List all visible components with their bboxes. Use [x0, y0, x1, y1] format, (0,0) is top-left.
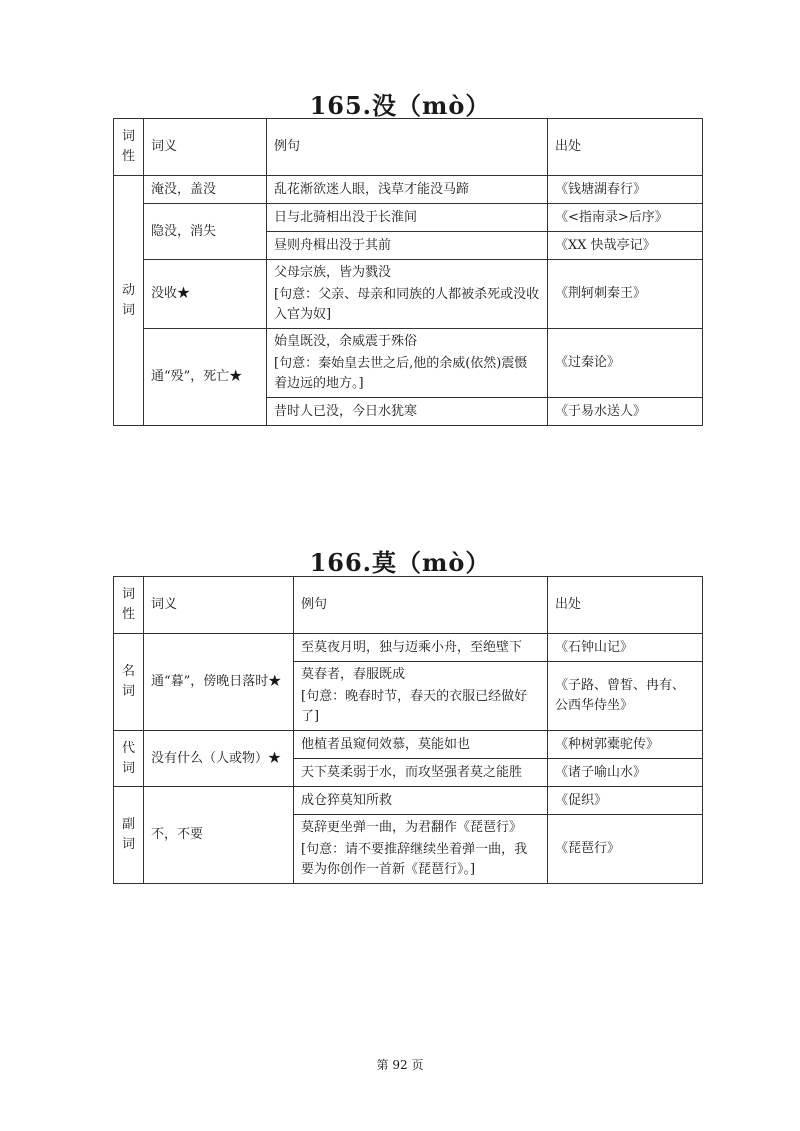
example-cell: 成仓猝莫知所救: [294, 787, 548, 815]
source-cell: 《<指南录>后序》: [548, 204, 703, 232]
example-cell: 天下莫柔弱于水，而攻坚强者莫之能胜: [294, 759, 548, 787]
table-header-row: [114, 119, 703, 176]
source-cell: 《XX 快哉亭记》: [548, 232, 703, 260]
pos-verb: 动 词: [114, 176, 144, 426]
source-cell: 《子路、曾皙、冉有、公西华侍坐》: [548, 662, 703, 731]
example-cell: 乱花渐欲迷人眼，浅草才能没马蹄: [267, 176, 548, 204]
header-pos: 词 性: [114, 119, 144, 176]
table-row: [114, 787, 703, 815]
section-166-title: 166.莫（mò）: [309, 548, 491, 577]
example-cell: 始皇既没，余威震于殊俗 [句意：秦始皇去世之后,他的余威(依然)震慑着边远的地方。]: [267, 329, 548, 398]
source-cell: 《种树郭橐驼传》: [548, 731, 703, 759]
meaning-cell: 淹没，盖没: [144, 176, 267, 204]
example-cell: 莫春者，春服既成 [句意：晚春时节，春天的衣服已经做好了]: [294, 662, 548, 731]
table-row: [114, 634, 703, 662]
source-cell: 《钱塘湖春行》: [548, 176, 703, 204]
meaning-cell: 通“殁”，死亡★: [144, 329, 267, 426]
example-cell: 昼则舟楫出没于其前: [267, 232, 548, 260]
table-166: [113, 576, 703, 884]
page-number: 第 92 页: [376, 1058, 424, 1072]
meaning-cell: 没收★: [144, 260, 267, 329]
source-cell: 《石钟山记》: [548, 634, 703, 662]
table-row: [114, 204, 703, 232]
meaning-cell: 隐没，消失: [144, 204, 267, 260]
pos-pronoun: 代 词: [114, 731, 144, 787]
example-cell: 父母宗族，皆为戮没 [句意：父亲、母亲和同族的人都被杀死或没收入官为奴]: [267, 260, 548, 329]
table-row: [114, 329, 703, 398]
header-source: 出处: [548, 119, 703, 176]
meaning-cell: 不，不要: [144, 787, 294, 884]
section-165-title: 165.没（mò）: [309, 91, 491, 120]
table-row: [114, 731, 703, 759]
table-165: [113, 118, 703, 426]
header-meaning: 词义: [144, 119, 267, 176]
example-cell: 日与北骑相出没于长淮间: [267, 204, 548, 232]
header-pos: 词 性: [114, 577, 144, 634]
source-cell: 《诸子喻山水》: [548, 759, 703, 787]
source-cell: 《于易水送人》: [548, 398, 703, 426]
pos-noun: 名 词: [114, 634, 144, 731]
example-cell: 他植者虽窥伺效慕，莫能如也: [294, 731, 548, 759]
meaning-cell: 通“暮”，傍晚日落时★: [144, 634, 294, 731]
example-cell: 昔时人已没，今日水犹寒: [267, 398, 548, 426]
header-example: 例句: [267, 119, 548, 176]
source-cell: 《荆轲刺秦王》: [548, 260, 703, 329]
table-row: [114, 176, 703, 204]
table-header-row: [114, 577, 703, 634]
header-meaning: 词义: [144, 577, 294, 634]
source-cell: 《过秦论》: [548, 329, 703, 398]
pos-adverb: 副 词: [114, 787, 144, 884]
source-cell: 《琵琶行》: [548, 815, 703, 884]
meaning-cell: 没有什么（人或物）★: [144, 731, 294, 787]
example-cell: 莫辞更坐弹一曲，为君翻作《琵琶行》 [句意：请不要推辞继续坐着弹一曲，我要为你创作一首新《琵琶行》。]: [294, 815, 548, 884]
header-source: 出处: [548, 577, 703, 634]
source-cell: 《促织》: [548, 787, 703, 815]
header-example: 例句: [294, 577, 548, 634]
example-cell: 至莫夜月明，独与迈乘小舟，至绝壁下: [294, 634, 548, 662]
table-row: [114, 260, 703, 329]
